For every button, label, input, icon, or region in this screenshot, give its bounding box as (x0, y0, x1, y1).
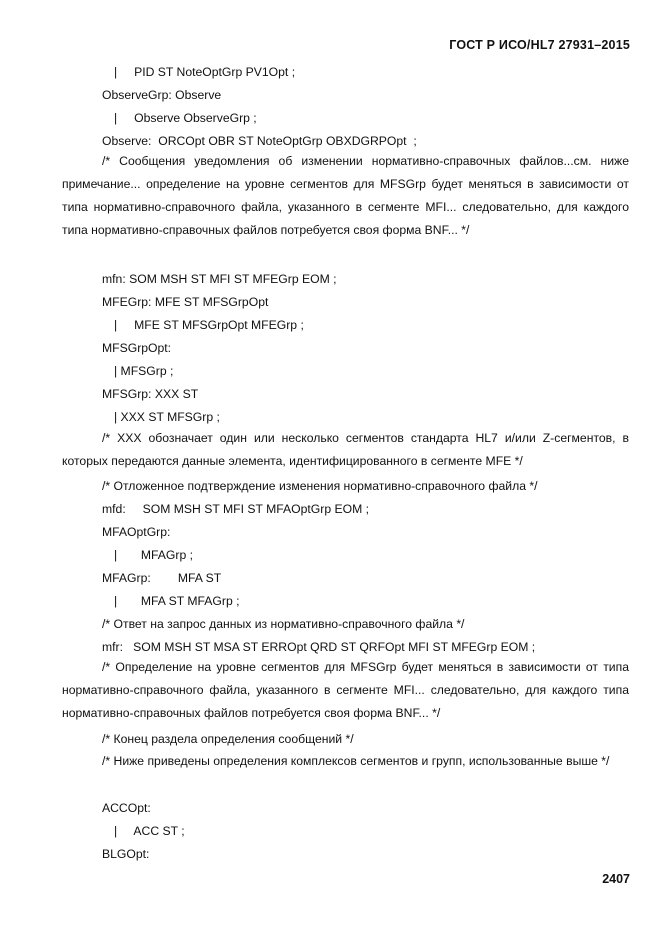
text-line: mfd: SOM MSH ST MFI ST MFAOptGrp EOM ; (102, 502, 370, 516)
text-line: MFAGrp: MFA ST (102, 571, 222, 585)
page-header-title: ГОСТ Р ИСО/HL7 27931–2015 (449, 38, 630, 52)
text-line: MFSGrpOpt: (102, 341, 172, 355)
text-line: ACCOpt: (102, 801, 151, 815)
text-line: MFAOptGrp: (102, 525, 171, 539)
comment-paragraph: /* XXX обозначает один или несколько сегментов стандарта HL7 и/или Z-сегментов, в которых передаются данные элемента, идентифицированного в сегменте MFE */ (62, 431, 629, 468)
text-line: mfn: SOM MSH ST MFI ST MFEGrp EOM ; (102, 272, 337, 286)
text-line: MFEGrp: MFE ST MFSGrpOpt (102, 295, 269, 309)
text-line: | MFAGrp ; (114, 548, 194, 562)
text-line: | PID ST NoteOptGrp PV1Opt ; (114, 65, 296, 79)
text-line: Observe: ORCOpt OBR ST NoteOptGrp OBXDGRPOpt ; (102, 134, 417, 148)
text-line: | ACC ST ; (114, 824, 185, 838)
text-line: /* Отложенное подтверждение изменения нормативно-справочного файла */ (102, 479, 538, 493)
text-line: ObserveGrp: Observe (102, 88, 222, 102)
text-line: | Observe ObserveGrp ; (114, 111, 257, 125)
text-line: | MFA ST MFAGrp ; (114, 594, 240, 608)
text-line: | MFE ST MFSGrpOpt MFEGrp ; (114, 318, 304, 332)
page-number: 2407 (602, 872, 630, 886)
text-line: /* Ответ на запрос данных из нормативно-справочного файла */ (102, 617, 465, 631)
text-line: MFSGrp: XXX ST (102, 387, 199, 401)
comment-paragraph: /* Определение на уровне сегментов для MFSGrp будет меняться в зависимости от типа нормативно-справочного файла, указанного в сегменте MFI... следовательно, для каждого типа нормативно-справочных файлов потребуется своя форма BNF... */ (62, 660, 629, 720)
comment-paragraph: /* Сообщения уведомления об изменении нормативно-справочных файлов...см. ниже примечание... определение на уровне сегментов для MFSGrp будет меняться в зависимости от типа нормативно-справочного файла, указанного в сегменте MFI... следовательно, для каждого типа нормативно-справочных файлов потребуется своя форма BNF... */ (62, 154, 629, 237)
text-line: | MFSGrp ; (114, 364, 174, 378)
text-line: | XXX ST MFSGrp ; (114, 410, 220, 424)
comment-paragraph: /* Ниже приведены определения комплексов сегментов и групп, использованные выше */ (102, 754, 610, 768)
text-line: BLGOpt: (102, 847, 150, 861)
text-line: /* Конец раздела определения сообщений */ (102, 732, 354, 746)
text-line: mfr: SOM MSH ST MSA ST ERROpt QRD ST QRFOpt MFI ST MFEGrp EOM ; (102, 640, 536, 654)
